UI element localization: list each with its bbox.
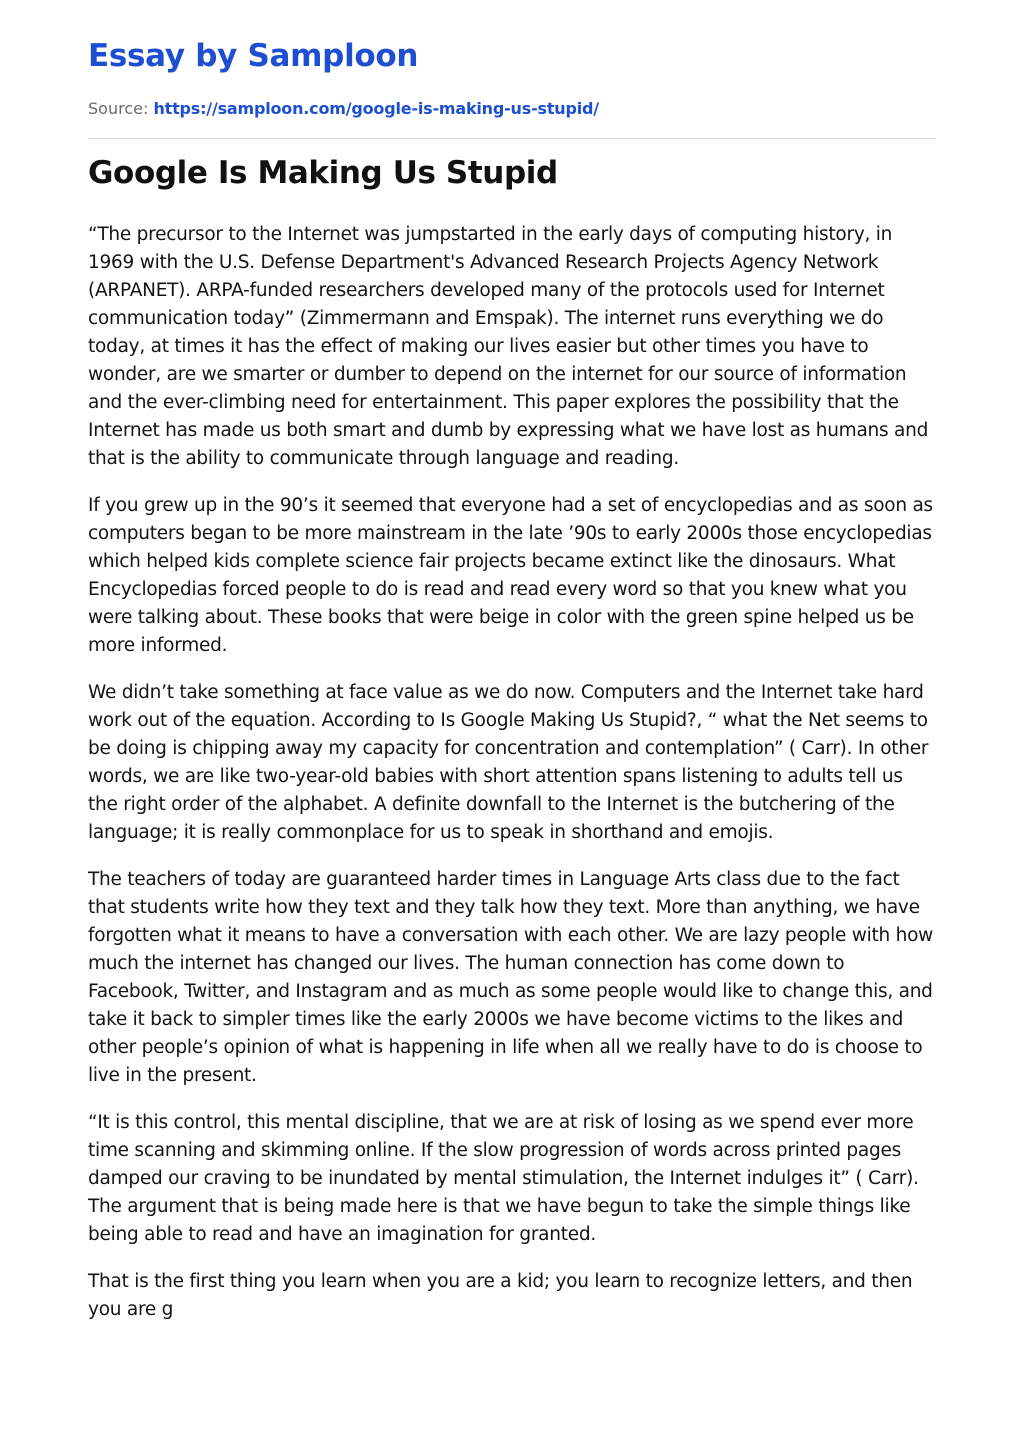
header-divider — [88, 138, 936, 139]
source-link[interactable]: https://samploon.com/google-is-making-us-stupid/ — [153, 99, 599, 118]
essay-paragraph: We didn’t take something at face value as we do now. Computers and the Internet take hard work out of the equation. According to Is Google Making Us Stupid?, “ what the Net seems to be doing is chipping away my capacity for concentration and contemplation” ( Carr). In other words, we are like two-year-old babies with short attention spans listening to adults tell us the right order of the alphabet. A definite downfall to the Internet is the butchering of the language; it is really commonplace for us to speak in shorthand and emojis. — [88, 682, 929, 843]
essay-paragraph: The teachers of today are guaranteed harder times in Language Arts class due to the fact that students write how they text and they talk how they text. More than anything, we have forgotten what it means to have a conversation with each other. We are lazy people with how much the internet has changed our lives. The human connection has come down to Facebook, Twitter, and Instagram and as much as some people would like to change this, and take it back to simpler times like the early 2000s we have become victims to the likes and other people’s opinion of what is happening in life when all we really have to do is choose to live in the present. — [88, 869, 934, 1086]
essay-paragraph: If you grew up in the 90’s it seemed that everyone had a set of encyclopedias and as soon as computers began to be more mainstream in the late ’90s to early 2000s those encyclopedias which helped kids complete science fair projects became extinct like the dinosaurs. What Encyclopedias forced people to do is read and read every word so that you knew what you were talking about. These books that were beige in color with the green spine helped us be more informed. — [88, 495, 933, 656]
source-label: Source: — [88, 99, 154, 118]
site-brand-title: Essay by Samploon — [88, 38, 419, 74]
essay-title: Google Is Making Us Stupid — [88, 155, 558, 191]
essay-paragraph: “It is this control, this mental discipline, that we are at risk of losing as we spend ever more time scanning and skimming online. If the slow progression of words across printed pages damped our craving to be inundated by mental stimulation, the Internet indulges it” ( Carr). The argument that is being made here is that we have begun to take the simple things like being able to read and have an imagination for granted. — [88, 1112, 919, 1245]
essay-paragraph-truncated: That is the first thing you learn when you are a kid; you learn to recognize letters, and then you are g — [88, 1271, 913, 1320]
essay-paragraph: “The precursor to the Internet was jumpstarted in the early days of computing history, in 1969 with the U.S. Defense Department's Advanced Research Projects Agency Network (ARPANET). ARPA-funded researchers developed many of the protocols used for Internet communication today” (Zimmermann and Emspak). The internet runs everything we do today, at times it has the effect of making our lives easier but other times you have to wonder, are we smarter or dumber to depend on the internet for our source of information and the ever-climbing need for entertainment. This paper explores the possibility that the Internet has made us both smart and dumb by expressing what we have lost as humans and that is the ability to communicate through language and reading. — [88, 224, 929, 469]
essay-body — [88, 221, 936, 1324]
source-line — [88, 98, 936, 120]
